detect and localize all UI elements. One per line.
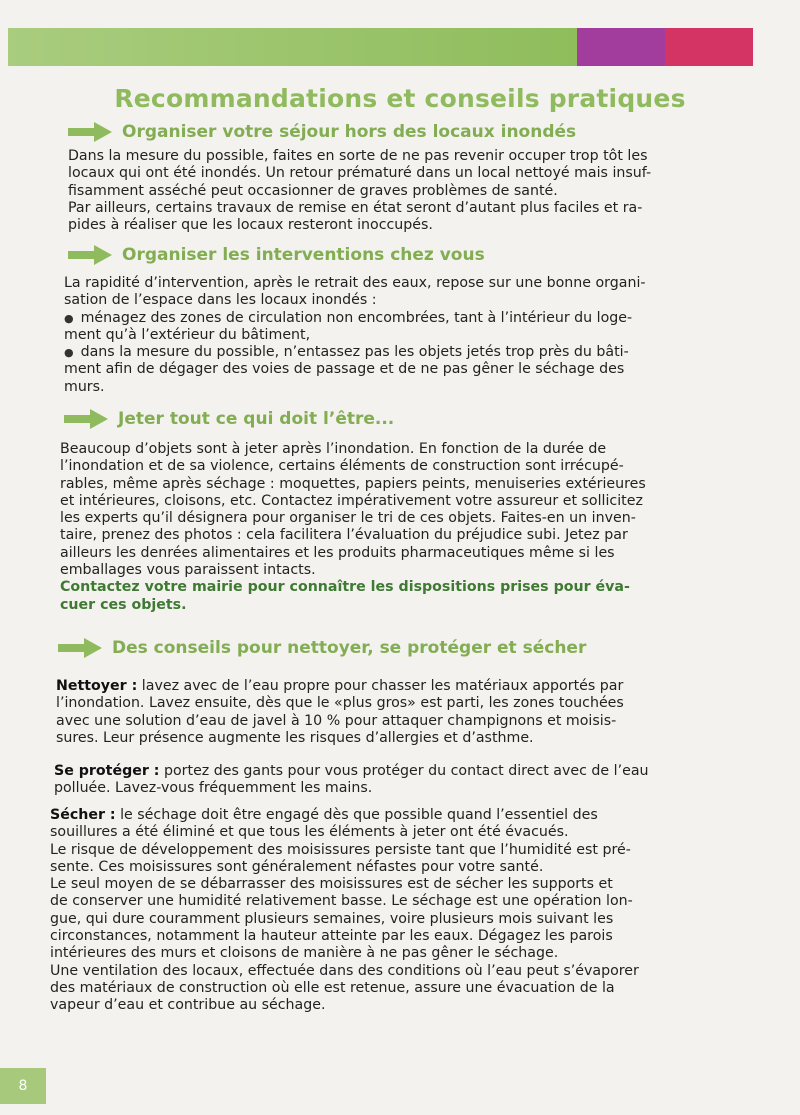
pink-band bbox=[665, 28, 753, 66]
text-line: avec une solution d’eau de javel à 10 % pour attaquer champignons et moisis- bbox=[56, 712, 617, 729]
text-line: ment afin de dégager des voies de passage et de ne pas gêner le séchage des bbox=[64, 361, 625, 378]
text-line: gue, qui dure couramment plusieurs semaines, voire plusieurs mois suivant les bbox=[50, 910, 614, 927]
text-line: Beaucoup d’objets sont à jeter après l’inondation. En fonction de la durée de bbox=[60, 441, 607, 457]
text-line: pides à réaliser que les locaux resteront inoccupés. bbox=[68, 217, 433, 234]
text-line: circonstances, notamment la hauteur atteinte par les eaux. Dégagez les parois bbox=[50, 928, 613, 945]
text-line: sures. Leur présence augmente les risques d’allergies et d’asthme. bbox=[56, 729, 534, 746]
text-fragment: le séchage doit être engagé dès que possible quand l’essentiel des bbox=[115, 807, 598, 823]
text-line bbox=[56, 678, 710, 695]
highlight-line: Contactez votre mairie pour connaître les dispositions prises pour éva- bbox=[60, 579, 630, 596]
text-line: Le seul moyen de se débarrasser des moisissures est de sécher les supports et bbox=[50, 876, 613, 893]
text-line: fisamment asséché peut occasionner de graves problèmes de santé. bbox=[68, 182, 558, 199]
paragraph-sejour bbox=[68, 148, 694, 234]
page-title: Recommandations et conseils pratiques bbox=[114, 84, 686, 113]
bullet-item: ● dans la mesure du possible, n’entassez pas les objets jetés trop près du bâti- bbox=[64, 344, 696, 361]
text-line: La rapidité d’intervention, après le retrait des eaux, repose sur une bonne organi- bbox=[64, 275, 646, 291]
text-fragment: portez des gants pour vous protéger du contact direct avec de l’eau bbox=[159, 763, 649, 779]
text-line bbox=[54, 763, 710, 780]
paragraph-nettoyer bbox=[56, 678, 710, 747]
section-heading-sejour bbox=[68, 121, 576, 143]
bullet-item: ● ménagez des zones de circulation non encombrées, tant à l’intérieur du loge- bbox=[64, 310, 696, 327]
text-line bbox=[50, 807, 714, 824]
section-heading-jeter bbox=[64, 408, 394, 430]
text-line: rables, même après séchage : moquettes, papiers peints, menuiseries extérieures bbox=[60, 475, 646, 492]
page-number: 8 bbox=[0, 1068, 46, 1104]
text-line: les experts qu’il désignera pour organiser le tri de ces objets. Faites-en un inven- bbox=[60, 510, 636, 527]
text-line: ailleurs les denrées alimentaires et les produits pharmaceutiques même si les bbox=[60, 544, 615, 561]
text-line: souillures a été éliminé et que tous les éléments à jeter ont été évacués. bbox=[50, 824, 569, 841]
text-line: taire, prenez des photos : cela facilitera l’évaluation du préjudice subi. Jetez par bbox=[60, 527, 628, 544]
header-color-bar bbox=[8, 28, 753, 66]
arrow-right-icon bbox=[64, 408, 108, 430]
text-line: de conserver une humidité relativement basse. Le séchage est une opération lon- bbox=[50, 893, 633, 910]
text-fragment: lavez avec de l’eau propre pour chasser les matériaux apportés par bbox=[137, 678, 624, 694]
text-line: l’inondation. Lavez ensuite, dès que le «plus gros» est parti, les zones touchées bbox=[56, 695, 624, 712]
text-line: des matériaux de construction où elle est retenue, assure une évacuation de la bbox=[50, 979, 615, 996]
text-line: polluée. Lavez-vous fréquemment les mains. bbox=[54, 780, 373, 797]
proteger-label: Se protéger : bbox=[54, 763, 160, 779]
text-line: murs. bbox=[64, 378, 105, 395]
text-line: Dans la mesure du possible, faites en sorte de ne pas revenir occuper trop tôt les bbox=[68, 148, 648, 164]
text-line: Le risque de développement des moisissures persiste tant que l’humidité est pré- bbox=[50, 841, 631, 858]
text-line: intérieures des murs et cloisons de manière à ne pas gêner le séchage. bbox=[50, 945, 559, 962]
paragraph-proteger bbox=[54, 763, 710, 798]
highlight-line: cuer ces objets. bbox=[60, 596, 187, 613]
paragraph-interventions bbox=[64, 275, 696, 396]
paragraph-jeter bbox=[60, 441, 702, 614]
text-line: emballages vous paraissent intacts. bbox=[60, 562, 316, 579]
green-band bbox=[8, 28, 577, 66]
paragraph-secher bbox=[50, 807, 714, 1015]
text-line: ment qu’à l’extérieur du bâtiment, bbox=[64, 326, 311, 343]
text-line: vapeur d’eau et contribue au séchage. bbox=[50, 997, 326, 1014]
section-title: Organiser votre séjour hors des locaux inondés bbox=[122, 122, 577, 142]
text-line: Une ventilation des locaux, effectuée dans des conditions où l’eau peut s’évaporer bbox=[50, 962, 639, 979]
section-heading-conseils bbox=[58, 637, 586, 659]
section-title: Organiser les interventions chez vous bbox=[122, 245, 485, 265]
text-line: locaux qui ont été inondés. Un retour prématuré dans un local nettoyé mais insuf- bbox=[68, 165, 652, 182]
nettoyer-label: Nettoyer : bbox=[56, 678, 138, 694]
secher-label: Sécher : bbox=[50, 807, 116, 823]
text-line: l’inondation et de sa violence, certains éléments de construction sont irrécupé- bbox=[60, 458, 624, 475]
arrow-right-icon bbox=[68, 244, 112, 266]
text-line: sation de l’espace dans les locaux inondés : bbox=[64, 292, 377, 309]
section-title: Des conseils pour nettoyer, se protéger et sécher bbox=[112, 638, 587, 658]
arrow-right-icon bbox=[68, 121, 112, 143]
arrow-right-icon bbox=[58, 637, 102, 659]
section-title: Jeter tout ce qui doit l’être... bbox=[118, 409, 395, 429]
text-line: et intérieures, cloisons, etc. Contactez impérativement votre assureur et sollicitez bbox=[60, 492, 643, 509]
text-line: Par ailleurs, certains travaux de remise en état seront d’autant plus faciles et ra- bbox=[68, 199, 643, 216]
text-line: sente. Ces moisissures sont généralement néfastes pour votre santé. bbox=[50, 858, 544, 875]
section-heading-interventions bbox=[68, 244, 485, 266]
purple-band bbox=[577, 28, 665, 66]
